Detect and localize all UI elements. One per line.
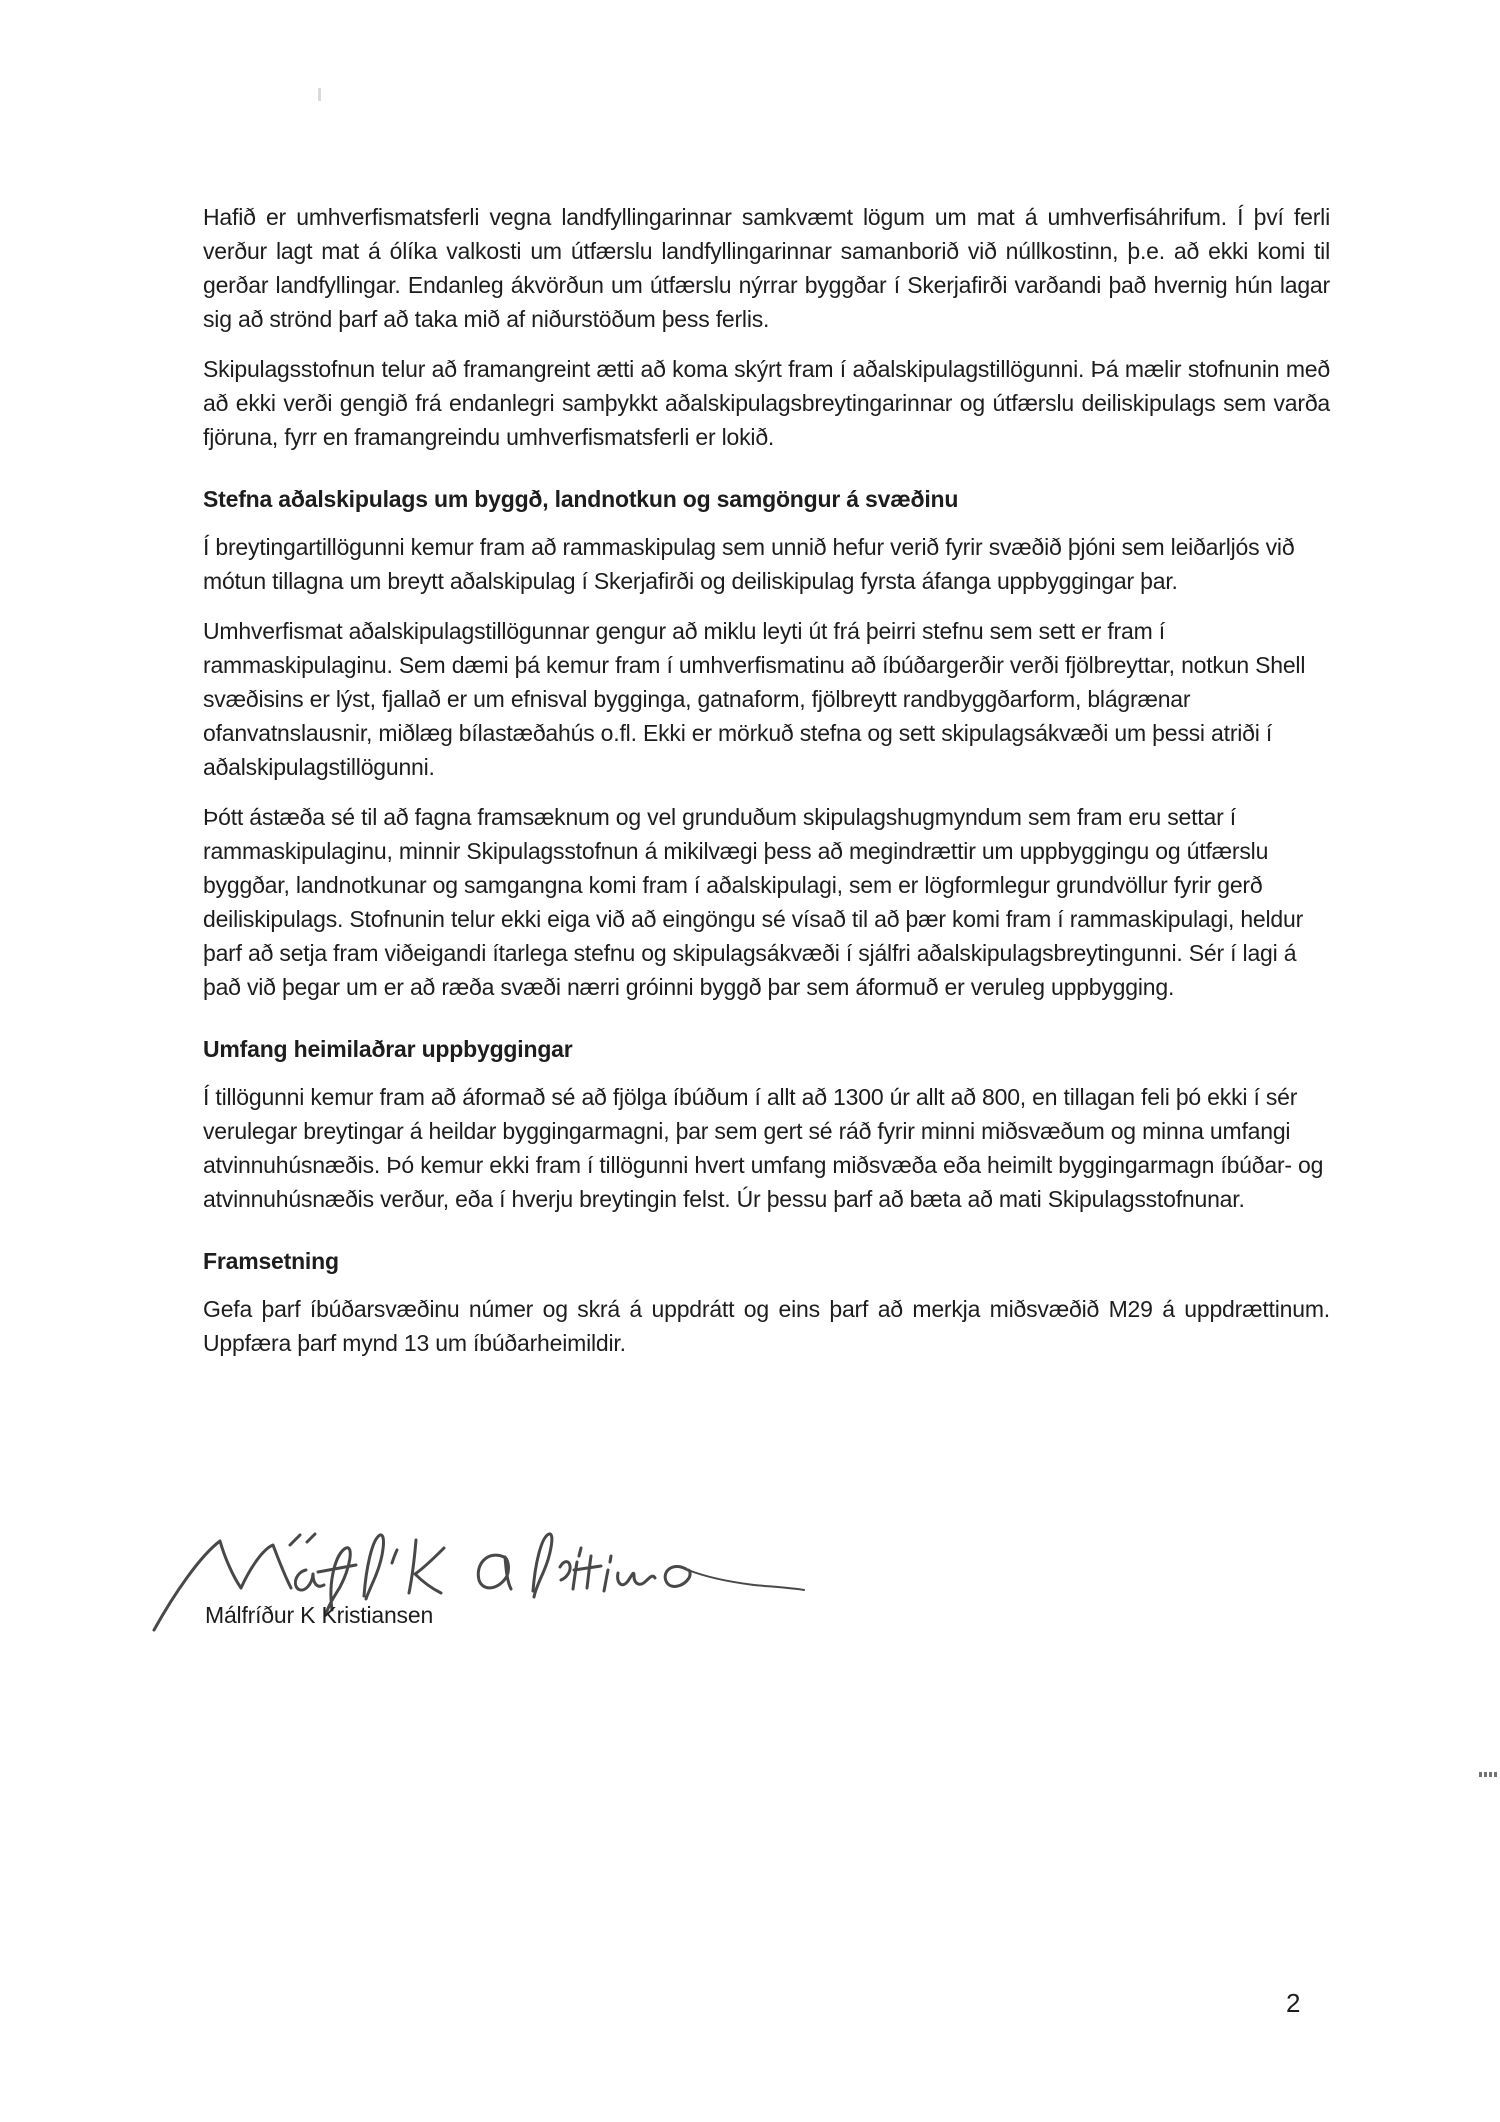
paragraph: Í breytingartillögunni kemur fram að rammaskipulag sem unnið hefur verið fyrir svæðið þjóni sem leiðarljós við mótun tillagna um breytt aðalskipulag í Skerjafirði og deiliskipulag fyrsta áfanga uppbyggingar þar. <box>203 534 1295 594</box>
section-heading-umfang: Umfang heimilaðrar uppbyggingar <box>203 1036 573 1062</box>
scan-artifact-dash <box>1479 1772 1498 1777</box>
section-heading-framsetning: Framsetning <box>203 1248 339 1274</box>
paragraph: Skipulagsstofnun telur að framangreint ætti að koma skýrt fram í aðalskipulagstillögunni. Þá mælir stofnunin með að ekki verði gengið frá endanlegri samþykkt aðalskipulagsbreytingarinnar og útfærslu deiliskipulags sem varða fjöruna, fyrr en framangreindu umhverfismatsferli er lokið. <box>203 356 1330 450</box>
paragraph: Gefa þarf íbúðarsvæðinu númer og skrá á uppdrátt og eins þarf að merkja miðsvæðið M29 á uppdrættinum. Uppfæra þarf mynd 13 um íbúðarheimildir. <box>203 1296 1330 1356</box>
section-heading-stefna: Stefna aðalskipulags um byggð, landnotkun og samgöngur á svæðinu <box>203 486 959 512</box>
page-number: 2 <box>1286 1988 1301 2018</box>
document-body <box>203 200 1330 1376</box>
paragraph: Umhverfismat aðalskipulagstillögunnar gengur að miklu leyti út frá þeirri stefnu sem sett er fram í rammaskipulaginu. Sem dæmi þá kemur fram í umhverfismatinu að íbúðargerðir verði fjölbreyttar, notkun Shell svæðisins er lýst, fjallað er um efnisval bygginga, gatnaform, fjölbreytt randbyggðarform, blágrænar ofanvatnslausnir, miðlæg bílastæðahús o.fl. Ekki er mörkuð stefna og sett skipulagsákvæði um þessi atriði í aðalskipulagstillögunni. <box>203 618 1306 780</box>
paragraph: Hafið er umhverfismatsferli vegna landfyllingarinnar samkvæmt lögum um mat á umhverfisáhrifum. Í því ferli verður lagt mat á ólíka valkosti um útfærslu landfyllingarinnar samanborið við núllkostinn, þ.e. að ekki komi til gerðar landfyllingar. Endanleg ákvörðun um útfærslu nýrrar byggðar í Skerjafirði varðandi það hvernig hún lagar sig að strönd þarf að taka mið af niðurstöðum þess ferlis. <box>203 204 1330 332</box>
scan-artifact-speck <box>318 88 321 101</box>
signature-name: Málfríður K Kristiansen <box>205 1602 434 1628</box>
paragraph: Í tillögunni kemur fram að áformað sé að fjölga íbúðum í allt að 1300 úr allt að 800, en tillagan feli þó ekki í sér verulegar breytingar á heildar byggingarmagni, þar sem gert sé ráð fyrir minni miðsvæðum og minna umfangi atvinnuhúsnæðis. Þó kemur ekki fram í tillögunni hvert umfang miðsvæða eða heimilt byggingarmagn íbúðar- og atvinnuhúsnæðis verður, eða í hverju breytingin felst. Úr þessu þarf að bæta að mati Skipulagsstofnunar. <box>203 1084 1324 1212</box>
paragraph: Þótt ástæða sé til að fagna framsæknum og vel grunduðum skipulagshugmyndum sem fram eru settar í rammaskipulaginu, minnir Skipulagsstofnun á mikilvægi þess að megindrættir um uppbyggingu og útfærslu byggðar, landnotkunar og samgangna komi fram í aðalskipulagi, sem er lögformlegur grundvöllur fyrir gerð deiliskipulags. Stofnunin telur ekki eiga við að eingöngu sé vísað til að þær komi fram í rammaskipulagi, heldur þarf að setja fram viðeigandi ítarlega stefnu og skipulagsákvæði í sjálfri aðalskipulagsbreytingunni. Sér í lagi á það við þegar um er að ræða svæði nærri gróinni byggð þar sem áformuð er veruleg uppbygging. <box>203 804 1304 1000</box>
